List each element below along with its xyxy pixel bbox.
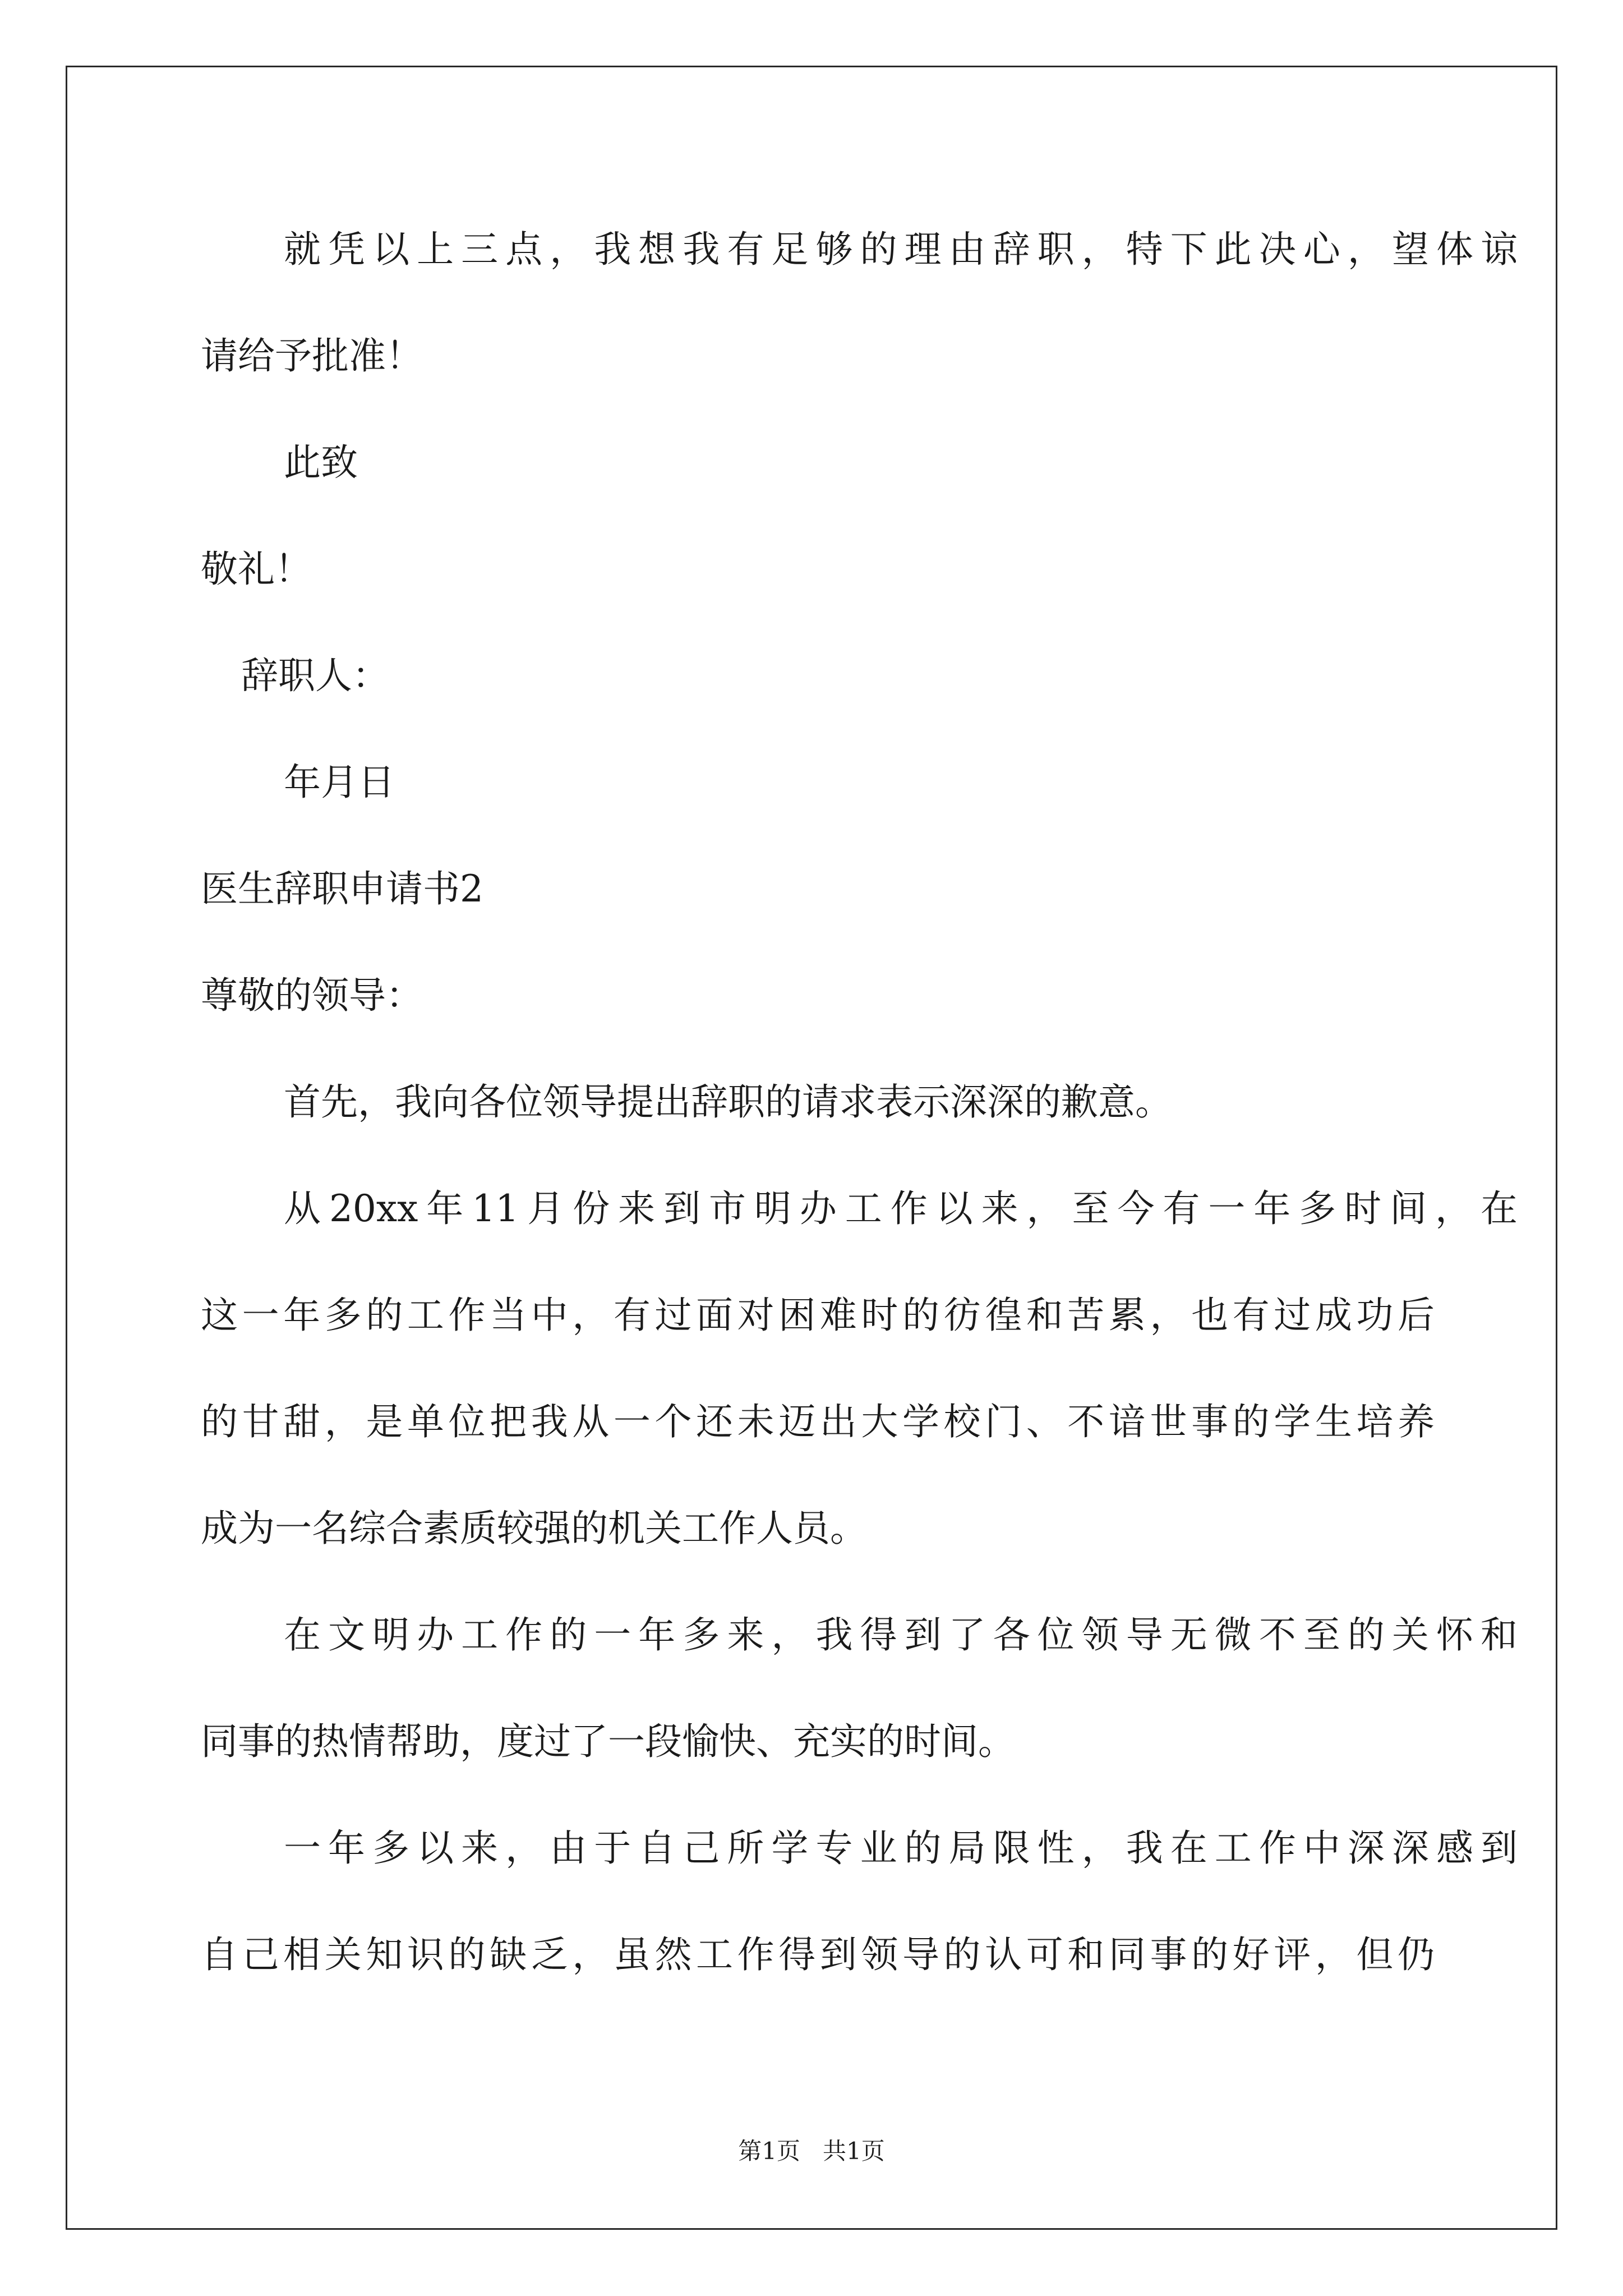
paragraph-line: 请给予批准！ — [201, 334, 423, 378]
paragraph-line: 自己相关知识的缺乏，虽然工作得到领导的认可和同事的好评，但仍 — [201, 1933, 1435, 1976]
paragraph-line: 的甘甜，是单位把我从一个还未迈出大学校门、不谙世事的学生培养 — [201, 1400, 1435, 1443]
page-footer: 第1页 共1页 — [738, 2137, 885, 2165]
paragraph-line: 就凭以上三点，我想我有足够的理由辞职，特下此决心，望体谅 — [284, 228, 1518, 271]
closing-salutation: 此致 — [284, 441, 358, 484]
section-title: 医生辞职申请书2 — [201, 867, 483, 910]
paragraph-line: 这一年多的工作当中，有过面对困难时的彷徨和苦累，也有过成功后 — [201, 1294, 1435, 1337]
paragraph-line: 一年多以来，由于自己所学专业的局限性，我在工作中深深感到 — [284, 1826, 1518, 1870]
greeting: 尊敬的领导： — [201, 974, 423, 1017]
paragraph-line: 成为一名综合素质较强的机关工作人员。 — [201, 1507, 867, 1550]
signature-label: 辞职人： — [241, 654, 389, 697]
paragraph-line: 从20xx年11月份来到市明办工作以来，至今有一年多时间，在 — [284, 1187, 1518, 1230]
paragraph-line: 同事的热情帮助，度过了一段愉快、充实的时间。 — [201, 1720, 1015, 1763]
paragraph-line: 首先，我向各位领导提出辞职的请求表示深深的歉意。 — [284, 1080, 1172, 1124]
closing-regards: 敬礼！ — [201, 547, 312, 591]
page-border — [66, 66, 1557, 2230]
date-line: 年月日 — [284, 761, 395, 804]
paragraph-line: 在文明办工作的一年多来，我得到了各位领导无微不至的关怀和 — [284, 1613, 1518, 1657]
